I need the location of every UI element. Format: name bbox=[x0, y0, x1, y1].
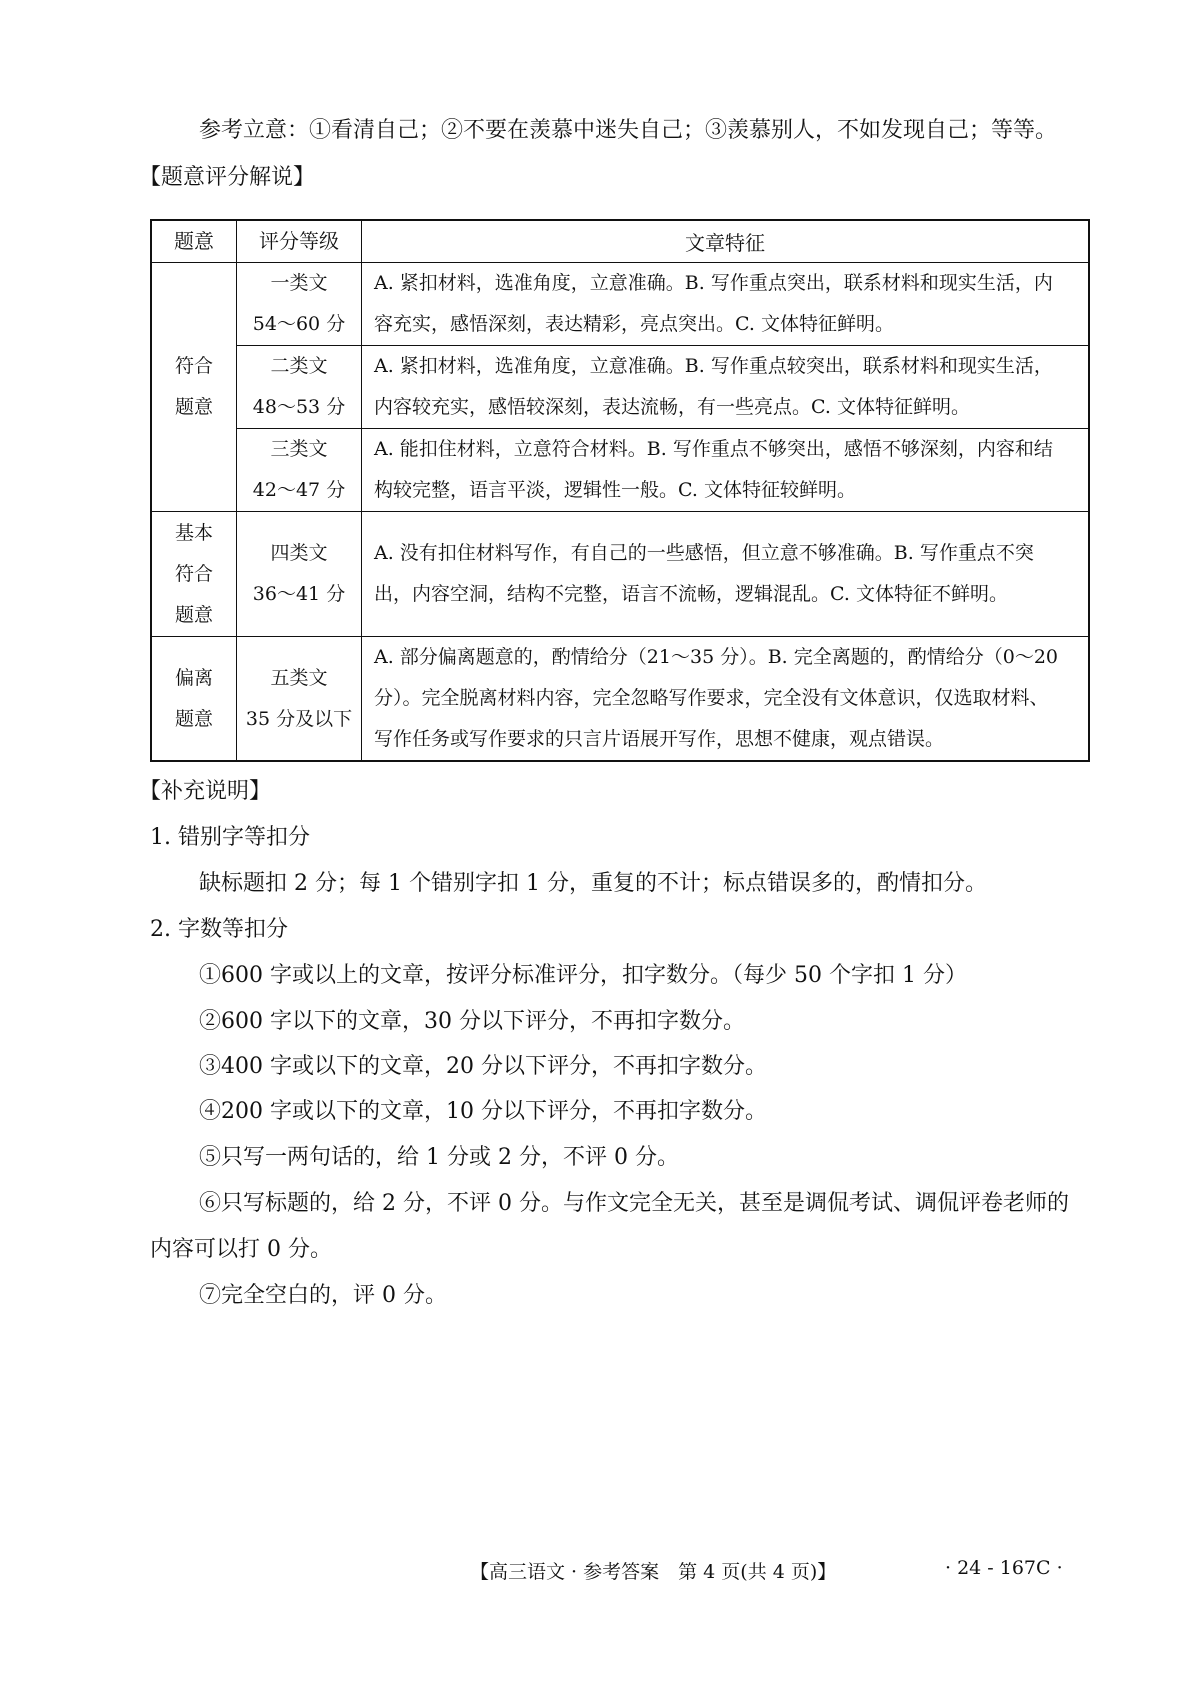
grade-cell bbox=[237, 263, 362, 346]
table-row bbox=[151, 346, 1089, 429]
feature-cell bbox=[362, 512, 1090, 637]
feature-line: 容充实，感悟深刻，表达精彩，亮点突出。C. 文体特征鲜明。 bbox=[374, 313, 894, 335]
item2-line: ②600 字以下的文章，30 分以下评分，不再扣字数分。 bbox=[199, 1009, 745, 1034]
grade-range: 48～53 分 bbox=[252, 396, 346, 418]
feature-cell bbox=[362, 263, 1090, 346]
group-label: 符合 bbox=[174, 562, 213, 585]
feature-line: 构较完整，语言平淡，逻辑性一般。C. 文体特征较鲜明。 bbox=[374, 479, 856, 501]
item2-line: ⑤只写一两句话的，给 1 分或 2 分，不评 0 分。 bbox=[199, 1145, 679, 1170]
header-cell: 题意 bbox=[151, 220, 237, 263]
group-label: 题意 bbox=[174, 396, 213, 418]
group-cell-pianli bbox=[151, 637, 237, 762]
grade-name: 四类文 bbox=[270, 542, 328, 564]
feature-line: A. 紧扣材料，选准角度，立意准确。B. 写作重点突出，联系材料和现实生活，内 bbox=[374, 272, 1053, 294]
feature-line: 写作任务或写作要求的只言片语展开写作，思想不健康，观点错误。 bbox=[374, 728, 945, 750]
item2-line: ③400 字或以下的文章，20 分以下评分，不再扣字数分。 bbox=[199, 1054, 767, 1079]
table-header-row bbox=[151, 220, 1089, 263]
footer-code: · 24 - 167C · bbox=[945, 1557, 1063, 1579]
item2-line: 内容可以打 0 分。 bbox=[150, 1237, 332, 1262]
feature-line: 内容较充实，感悟较深刻，表达流畅，有一些亮点。C. 文体特征鲜明。 bbox=[374, 396, 970, 418]
grade-cell bbox=[237, 512, 362, 637]
feature-line: 出，内容空洞，结构不完整，语言不流畅，逻辑混乱。C. 文体特征不鲜明。 bbox=[374, 583, 1008, 605]
feature-cell bbox=[362, 346, 1090, 429]
table-row bbox=[151, 429, 1089, 512]
feature-cell bbox=[362, 637, 1090, 762]
grade-name: 一类文 bbox=[270, 272, 328, 294]
grade-cell bbox=[237, 637, 362, 762]
group-label: 符合 bbox=[174, 355, 213, 377]
group-label: 题意 bbox=[174, 603, 213, 626]
group-label: 基本 bbox=[174, 521, 213, 544]
feature-cell bbox=[362, 429, 1090, 512]
header-cell: 评分等级 bbox=[237, 220, 362, 263]
feature-line: 分）。完全脱离材料内容，完全忽略写作要求，完全没有文体意识，仅选取材料、 bbox=[374, 687, 1049, 709]
grade-range: 35 分及以下 bbox=[245, 707, 353, 730]
grade-name: 二类文 bbox=[270, 355, 328, 377]
grade-name: 五类文 bbox=[270, 666, 328, 689]
footer-page-info: 【高三语文 · 参考答案 第 4 页(共 4 页)】 bbox=[470, 1561, 837, 1583]
table-row bbox=[151, 263, 1089, 346]
group-label: 题意 bbox=[174, 707, 213, 730]
grade-range: 54～60 分 bbox=[252, 313, 346, 335]
item2-line: ①600 字或以上的文章，按评分标准评分，扣字数分。（每少 50 个字扣 1 分） bbox=[199, 963, 967, 988]
item2-line: ⑦完全空白的，评 0 分。 bbox=[199, 1283, 447, 1308]
group-cell-fuhe bbox=[151, 263, 237, 512]
table-row bbox=[151, 637, 1089, 762]
grade-range: 36～41 分 bbox=[252, 583, 346, 605]
section-title-scoring: 【题意评分解说】 bbox=[139, 165, 316, 190]
feature-line: A. 部分偏离题意的，酌情给分（21～35 分）。B. 完全离题的，酌情给分（0～20 bbox=[374, 646, 1059, 668]
feature-line: A. 能扣住材料，立意符合材料。B. 写作重点不够突出，感悟不够深刻，内容和结 bbox=[374, 438, 1053, 460]
item1-title: 1. 错别字等扣分 bbox=[150, 825, 310, 850]
item2-title: 2. 字数等扣分 bbox=[150, 917, 288, 942]
group-label: 偏离 bbox=[174, 666, 213, 689]
item2-line: ④200 字或以下的文章，10 分以下评分，不再扣字数分。 bbox=[199, 1099, 767, 1124]
header-cell: 文章特征 bbox=[362, 220, 1090, 263]
item1-text: 缺标题扣 2 分；每 1 个错别字扣 1 分，重复的不计；标点错误多的，酌情扣分。 bbox=[199, 871, 987, 896]
grade-range: 42～47 分 bbox=[252, 479, 346, 501]
feature-line: A. 紧扣材料，选准角度，立意准确。B. 写作重点较突出，联系材料和现实生活， bbox=[374, 355, 1053, 377]
scoring-table bbox=[150, 219, 1090, 762]
grade-name: 三类文 bbox=[270, 438, 328, 460]
grade-cell bbox=[237, 429, 362, 512]
section-title-supplement: 【补充说明】 bbox=[139, 779, 272, 804]
intro-line: 参考立意：①看清自己；②不要在羡慕中迷失自己；③羡慕别人，不如发现自己；等等。 bbox=[199, 118, 1058, 143]
table-row bbox=[151, 512, 1089, 637]
group-cell-jiben bbox=[151, 512, 237, 637]
feature-line: A. 没有扣住材料写作，有自己的一些感悟，但立意不够准确。B. 写作重点不突 bbox=[374, 542, 1034, 564]
item2-line: ⑥只写标题的，给 2 分，不评 0 分。与作文完全无关，甚至是调侃考试、调侃评卷老师的 bbox=[199, 1191, 1069, 1216]
grade-cell bbox=[237, 346, 362, 429]
